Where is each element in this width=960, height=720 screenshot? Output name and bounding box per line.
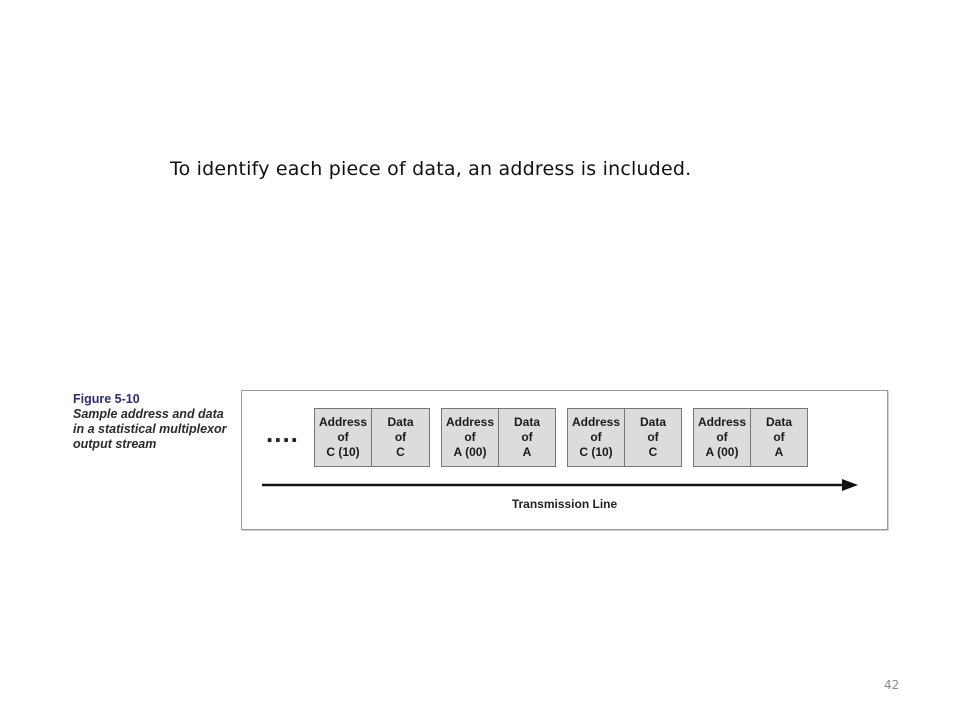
arrow-head: [842, 479, 858, 491]
page-number: 42: [884, 678, 900, 692]
packet-cell: Data of A: [750, 408, 808, 467]
packet-cell: Address of C (10): [314, 408, 372, 467]
transmission-line-label: Transmission Line: [511, 497, 618, 511]
packet-cell: Address of C (10): [567, 408, 625, 467]
packet-cell: Data of A: [498, 408, 556, 467]
slide-body-text: To identify each piece of data, an address is included.: [170, 158, 692, 180]
packet-cell: Data of C: [371, 408, 430, 467]
packet-cell: Data of C: [624, 408, 682, 467]
transmission-arrow: [262, 476, 858, 494]
stream-ellipsis: ....: [266, 418, 299, 448]
packet-cell: Address of A (00): [441, 408, 499, 467]
figure-title: Figure 5-10: [73, 392, 140, 406]
figure-description: Sample address and data in a statistical multiplexor output stream: [73, 407, 227, 451]
packet-cell: Address of A (00): [693, 408, 751, 467]
figure-caption: [73, 392, 233, 452]
